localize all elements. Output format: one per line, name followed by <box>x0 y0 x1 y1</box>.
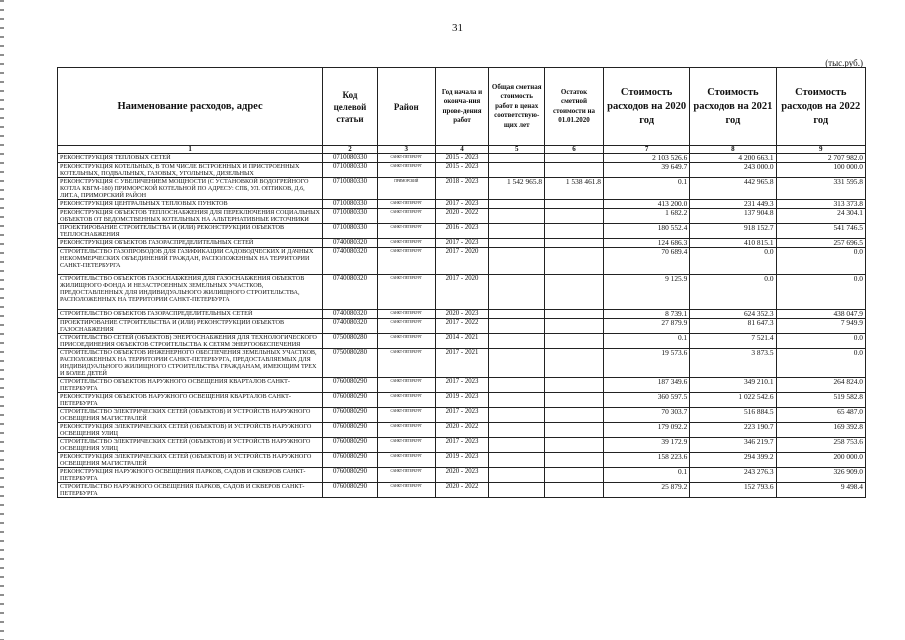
row-cost-2021: 81 647.3 <box>690 319 776 334</box>
row-cost-2020: 27 879.9 <box>604 319 690 334</box>
table-row <box>58 248 866 275</box>
row-name: РЕКОНСТРУКЦИЯ С УВЕЛИЧЕНИЕМ МОЩНОСТИ (С УСТАНОВКОЙ ВОДОГРЕЙНОГО КОТЛА КВГМ-180) ПРИМОРСКОЙ КОТЕЛЬНОЙ ПО АДРЕСУ: СПБ, УЛ. ОПТИКОВ, Д.6, ЛИТ.А, ПРИМОРСКИЙ РАЙОН <box>58 178 323 200</box>
row-years: 2019 - 2023 <box>435 453 489 468</box>
row-cost-2021: 7 521.4 <box>690 334 776 349</box>
row-cost-2020: 70 303.7 <box>604 408 690 423</box>
row-district: САНКТ-ПЕТЕРБУРГ <box>377 349 435 378</box>
row-cost-2022: 100 000.0 <box>776 163 865 178</box>
table-row <box>58 178 866 200</box>
row-total-cost <box>489 378 545 393</box>
row-years: 2017 - 2022 <box>435 319 489 334</box>
row-cost-2021: 918 152.7 <box>690 224 776 239</box>
row-name: РЕКОНСТРУКЦИЯ ЭЛЕКТРИЧЕСКИХ СЕТЕЙ (ОБЪЕКТОВ) И УСТРОЙСТВ НАРУЖНОГО ОСВЕЩЕНИЯ МАГИСТРАЛЕЙ <box>58 453 323 468</box>
row-total-cost <box>489 453 545 468</box>
row-cost-2020: 187 349.6 <box>604 378 690 393</box>
row-years: 2020 - 2022 <box>435 483 489 498</box>
table-row <box>58 224 866 239</box>
row-district: САНКТ-ПЕТЕРБУРГ <box>377 408 435 423</box>
row-code: 0710080330 <box>323 209 378 224</box>
row-name: СТРОИТЕЛЬСТВО ГАЗОПРОВОДОВ ДЛЯ ГАЗИФИКАЦИИ САДОВОДЧЕСКИХ И ДАЧНЫХ НЕКОММЕРЧЕСКИХ ОБЪЕДИНЕНИЙ ГРАЖДАН, РАСПОЛОЖЕННЫХ НА ТЕРРИТОРИИ САНКТ-ПЕТЕРБУРГА <box>58 248 323 275</box>
row-code: 0740080320 <box>323 275 378 310</box>
row-cost-2022: 169 392.8 <box>776 423 865 438</box>
row-cost-2021: 294 399.2 <box>690 453 776 468</box>
row-code: 0760080290 <box>323 438 378 453</box>
row-years: 2015 - 2023 <box>435 163 489 178</box>
row-code: 0710080330 <box>323 163 378 178</box>
column-number: 4 <box>435 146 489 154</box>
table-row <box>58 483 866 498</box>
row-district: САНКТ-ПЕТЕРБУРГ <box>377 468 435 483</box>
row-cost-2022: 519 582.8 <box>776 393 865 408</box>
header-cost-2022: Стоимость расходов на 2022 год <box>776 68 865 146</box>
row-name: ПРОЕКТИРОВАНИЕ СТРОИТЕЛЬСТВА И (ИЛИ) РЕКОНСТРУКЦИИ ОБЪЕКТОВ ТЕПЛОСНАБЖЕНИЯ <box>58 224 323 239</box>
column-number: 1 <box>58 146 323 154</box>
row-total-cost <box>489 310 545 319</box>
row-cost-2022: 258 753.6 <box>776 438 865 453</box>
row-total-cost <box>489 319 545 334</box>
row-district: САНКТ-ПЕТЕРБУРГ <box>377 275 435 310</box>
row-cost-2020: 0.1 <box>604 178 690 200</box>
table-row <box>58 378 866 393</box>
row-total-cost <box>489 349 545 378</box>
row-cost-2022: 331 595.8 <box>776 178 865 200</box>
row-cost-2021: 1 022 542.6 <box>690 393 776 408</box>
row-remainder <box>545 239 604 248</box>
row-years: 2015 - 2023 <box>435 154 489 163</box>
row-name: РЕКОНСТРУКЦИЯ НАРУЖНОГО ОСВЕЩЕНИЯ ПАРКОВ, САДОВ И СКВЕРОВ САНКТ-ПЕТЕРБУРГА <box>58 468 323 483</box>
row-cost-2022: 200 000.0 <box>776 453 865 468</box>
row-years: 2020 - 2023 <box>435 468 489 483</box>
row-total-cost <box>489 209 545 224</box>
row-remainder <box>545 393 604 408</box>
row-code: 0710080330 <box>323 178 378 200</box>
row-years: 2017 - 2020 <box>435 248 489 275</box>
row-cost-2020: 25 879.2 <box>604 483 690 498</box>
row-name: СТРОИТЕЛЬСТВО ЭЛЕКТРИЧЕСКИХ СЕТЕЙ (ОБЪЕКТОВ) И УСТРОЙСТВ НАРУЖНОГО ОСВЕЩЕНИЯ УЛИЦ <box>58 438 323 453</box>
row-cost-2022: 541 746.5 <box>776 224 865 239</box>
row-district: САНКТ-ПЕТЕРБУРГ <box>377 224 435 239</box>
table-row <box>58 468 866 483</box>
row-years: 2016 - 2023 <box>435 224 489 239</box>
row-years: 2017 - 2023 <box>435 438 489 453</box>
row-code: 0750080280 <box>323 349 378 378</box>
row-cost-2022: 0.0 <box>776 349 865 378</box>
row-cost-2020: 0.1 <box>604 334 690 349</box>
row-remainder <box>545 378 604 393</box>
table-row <box>58 408 866 423</box>
row-cost-2021: 4 200 663.1 <box>690 154 776 163</box>
table-row <box>58 453 866 468</box>
row-cost-2020: 360 597.5 <box>604 393 690 408</box>
row-name: СТРОИТЕЛЬСТВО ОБЪЕКТОВ ГАЗОСНАБЖЕНИЯ ДЛЯ ГАЗОСНАБЖЕНИЯ ОБЪЕКТОВ ЖИЛИЩНОГО ФОНДА И НЕЗАСТРОЕННЫХ ЗЕМЕЛЬНЫХ УЧАСТКОВ, ПРЕДОСТАВЛЕННЫХ ДЛЯ ИНДИВИДУАЛЬНОГО ЖИЛИЩНОГО СТРОИТЕЛЬСТВА, РАСПОЛОЖЕННЫХ НА ТЕРРИТОРИИ САНКТ-ПЕТЕРБУРГА <box>58 275 323 310</box>
row-cost-2020: 180 552.4 <box>604 224 690 239</box>
row-cost-2020: 179 092.2 <box>604 423 690 438</box>
row-total-cost <box>489 393 545 408</box>
row-remainder <box>545 468 604 483</box>
row-name: СТРОИТЕЛЬСТВО ЭЛЕКТРИЧЕСКИХ СЕТЕЙ (ОБЪЕКТОВ) И УСТРОЙСТВ НАРУЖНОГО ОСВЕЩЕНИЯ МАГИСТРАЛЕЙ <box>58 408 323 423</box>
row-name: РЕКОНСТРУКЦИЯ ЭЛЕКТРИЧЕСКИХ СЕТЕЙ (ОБЪЕКТОВ) И УСТРОЙСТВ НАРУЖНОГО ОСВЕЩЕНИЯ УЛИЦ <box>58 423 323 438</box>
table-row <box>58 275 866 310</box>
row-remainder <box>545 408 604 423</box>
table-header-row <box>58 68 866 146</box>
table-row <box>58 334 866 349</box>
table-row <box>58 319 866 334</box>
row-cost-2022: 313 373.8 <box>776 200 865 209</box>
row-name: СТРОИТЕЛЬСТВО СЕТЕЙ (ОБЪЕКТОВ) ЭНЕРГОСНАБЖЕНИЯ ДЛЯ ТЕХНОЛОГИЧЕСКОГО ПРИСОЕДИНЕНИЯ ОБЪЕКТОВ СТРОИТЕЛЬСТВА К СЕТЯМ ЭНЕРГООБЕСПЕЧЕНИЯ <box>58 334 323 349</box>
row-total-cost <box>489 163 545 178</box>
row-years: 2020 - 2022 <box>435 423 489 438</box>
row-code: 0710080330 <box>323 200 378 209</box>
row-code: 0710080330 <box>323 224 378 239</box>
row-name: СТРОИТЕЛЬСТВО НАРУЖНОГО ОСВЕЩЕНИЯ ПАРКОВ, САДОВ И СКВЕРОВ САНКТ-ПЕТЕРБУРГА <box>58 483 323 498</box>
row-name: СТРОИТЕЛЬСТВО ОБЪЕКТОВ НАРУЖНОГО ОСВЕЩЕНИЯ КВАРТАЛОВ САНКТ-ПЕТЕРБУРГА <box>58 378 323 393</box>
row-cost-2021: 231 449.3 <box>690 200 776 209</box>
row-district: ПРИМОРСКИЙ <box>377 178 435 200</box>
row-remainder <box>545 200 604 209</box>
row-remainder <box>545 209 604 224</box>
row-code: 0760080290 <box>323 408 378 423</box>
row-remainder <box>545 310 604 319</box>
row-total-cost <box>489 423 545 438</box>
row-total-cost <box>489 408 545 423</box>
row-cost-2022: 65 487.0 <box>776 408 865 423</box>
row-cost-2022: 438 047.9 <box>776 310 865 319</box>
row-district: САНКТ-ПЕТЕРБУРГ <box>377 438 435 453</box>
row-code: 0710080330 <box>323 154 378 163</box>
row-cost-2021: 516 884.5 <box>690 408 776 423</box>
row-total-cost <box>489 438 545 453</box>
row-remainder <box>545 319 604 334</box>
row-name: РЕКОНСТРУКЦИЯ ОБЪЕКТОВ ТЕПЛОСНАБЖЕНИЯ ДЛЯ ПЕРЕКЛЮЧЕНИЯ СОЦИАЛЬНЫХ ОБЪЕКТОВ ОТ ВЕДОМСТВЕННЫХ КОТЕЛЬНЫХ НА АЛЬТЕРНАТИВНЫЕ ИСТОЧНИКИ <box>58 209 323 224</box>
row-remainder <box>545 483 604 498</box>
row-code: 0760080290 <box>323 393 378 408</box>
page-number: 31 <box>452 22 463 34</box>
row-code: 0760080290 <box>323 483 378 498</box>
row-cost-2022: 0.0 <box>776 275 865 310</box>
row-cost-2020: 2 103 526.6 <box>604 154 690 163</box>
row-cost-2021: 0.0 <box>690 275 776 310</box>
row-total-cost: 1 542 965.8 <box>489 178 545 200</box>
row-cost-2021: 223 190.7 <box>690 423 776 438</box>
row-name: РЕКОНСТРУКЦИЯ ТЕПЛОВЫХ СЕТЕЙ <box>58 154 323 163</box>
row-years: 2017 - 2023 <box>435 239 489 248</box>
table-row <box>58 239 866 248</box>
header-remainder: Остаток сметной стоимости на 01.01.2020 <box>545 68 604 146</box>
row-code: 0740080320 <box>323 239 378 248</box>
row-name: СТРОИТЕЛЬСТВО ОБЪЕКТОВ ИНЖЕНЕРНОГО ОБЕСПЕЧЕНИЯ ЗЕМЕЛЬНЫХ УЧАСТКОВ, РАСПОЛОЖЕННЫХ НА ТЕРРИТОРИИ САНКТ-ПЕТЕРБУРГА, ПРЕДОСТАВЛЯЕМЫХ ДЛЯ ИНДИВИДУАЛЬНОГО ЖИЛИЩНОГО СТРОИТЕЛЬСТВА ГРАЖДАНАМ, ИМЕЮЩИМ ТРЕХ И БОЛЕЕ ДЕТЕЙ <box>58 349 323 378</box>
row-name: РЕКОНСТРУКЦИЯ ОБЪЕКТОВ НАРУЖНОГО ОСВЕЩЕНИЯ КВАРТАЛОВ САНКТ-ПЕТЕРБУРГА <box>58 393 323 408</box>
table-row <box>58 310 866 319</box>
budget-table <box>57 67 866 498</box>
row-cost-2020: 9 125.9 <box>604 275 690 310</box>
header-total-cost: Общая сметная стоимость работ в ценах соответствую-щих лет <box>489 68 545 146</box>
row-cost-2020: 39 649.7 <box>604 163 690 178</box>
header-name: Наименование расходов, адрес <box>58 68 323 146</box>
row-years: 2019 - 2023 <box>435 393 489 408</box>
row-district: САНКТ-ПЕТЕРБУРГ <box>377 453 435 468</box>
row-years: 2020 - 2023 <box>435 310 489 319</box>
row-cost-2021: 0.0 <box>690 248 776 275</box>
row-name: СТРОИТЕЛЬСТВО ОБЪЕКТОВ ГАЗОРАСПРЕДЕЛИТЕЛЬНЫХ СЕТЕЙ <box>58 310 323 319</box>
units-label: (тыс.руб.) <box>825 58 863 68</box>
row-years: 2017 - 2023 <box>435 200 489 209</box>
row-district: САНКТ-ПЕТЕРБУРГ <box>377 248 435 275</box>
row-years: 2017 - 2023 <box>435 378 489 393</box>
row-cost-2020: 124 686.3 <box>604 239 690 248</box>
row-cost-2022: 0.0 <box>776 334 865 349</box>
row-total-cost <box>489 239 545 248</box>
row-district: САНКТ-ПЕТЕРБУРГ <box>377 163 435 178</box>
column-number: 7 <box>604 146 690 154</box>
row-total-cost <box>489 248 545 275</box>
row-remainder <box>545 275 604 310</box>
row-remainder <box>545 423 604 438</box>
row-years: 2017 - 2023 <box>435 408 489 423</box>
row-district: САНКТ-ПЕТЕРБУРГ <box>377 154 435 163</box>
header-years: Год начала и оконча-ния прове-дения работ <box>435 68 489 146</box>
column-number: 3 <box>377 146 435 154</box>
table-row <box>58 438 866 453</box>
row-district: САНКТ-ПЕТЕРБУРГ <box>377 310 435 319</box>
row-district: САНКТ-ПЕТЕРБУРГ <box>377 319 435 334</box>
row-years: 2020 - 2022 <box>435 209 489 224</box>
row-district: САНКТ-ПЕТЕРБУРГ <box>377 423 435 438</box>
row-cost-2021: 349 210.1 <box>690 378 776 393</box>
row-remainder <box>545 248 604 275</box>
row-cost-2021: 137 904.8 <box>690 209 776 224</box>
row-cost-2020: 19 573.6 <box>604 349 690 378</box>
column-number-row <box>58 146 866 154</box>
column-number: 2 <box>323 146 378 154</box>
row-district: САНКТ-ПЕТЕРБУРГ <box>377 378 435 393</box>
table-row <box>58 154 866 163</box>
row-cost-2020: 0.1 <box>604 468 690 483</box>
row-remainder <box>545 163 604 178</box>
row-cost-2022: 257 696.5 <box>776 239 865 248</box>
row-cost-2021: 624 352.3 <box>690 310 776 319</box>
row-cost-2022: 0.0 <box>776 248 865 275</box>
row-name: РЕКОНСТРУКЦИЯ ОБЪЕКТОВ ГАЗОРАСПРЕДЕЛИТЕЛЬНЫХ СЕТЕЙ <box>58 239 323 248</box>
row-total-cost <box>489 334 545 349</box>
row-years: 2014 - 2021 <box>435 334 489 349</box>
table-body <box>58 154 866 498</box>
row-code: 0740080320 <box>323 248 378 275</box>
table-row <box>58 349 866 378</box>
row-cost-2021: 152 793.6 <box>690 483 776 498</box>
column-number: 6 <box>545 146 604 154</box>
row-remainder: 1 538 461.8 <box>545 178 604 200</box>
row-cost-2021: 410 815.1 <box>690 239 776 248</box>
row-cost-2021: 346 219.7 <box>690 438 776 453</box>
row-total-cost <box>489 154 545 163</box>
header-district: Район <box>377 68 435 146</box>
row-code: 0750080280 <box>323 334 378 349</box>
row-name: РЕКОНСТРУКЦИЯ ЦЕНТРАЛЬНЫХ ТЕПЛОВЫХ ПУНКТОВ <box>58 200 323 209</box>
row-district: САНКТ-ПЕТЕРБУРГ <box>377 209 435 224</box>
row-cost-2020: 413 200.0 <box>604 200 690 209</box>
row-cost-2021: 442 965.8 <box>690 178 776 200</box>
row-cost-2020: 39 172.9 <box>604 438 690 453</box>
row-name: РЕКОНСТРУКЦИЯ КОТЕЛЬНЫХ, В ТОМ ЧИСЛЕ ВСТРОЕННЫХ И ПРИСТРОЕННЫХ КОТЕЛЬНЫХ, ПОДВАЛЬНЫХ, ГАЗОВЫХ, УГОЛЬНЫХ, ДИЗЕЛЬНЫХ <box>58 163 323 178</box>
row-code: 0760080290 <box>323 453 378 468</box>
row-remainder <box>545 438 604 453</box>
row-district: САНКТ-ПЕТЕРБУРГ <box>377 239 435 248</box>
row-cost-2020: 8 739.1 <box>604 310 690 319</box>
row-cost-2022: 9 498.4 <box>776 483 865 498</box>
table-row <box>58 423 866 438</box>
row-district: САНКТ-ПЕТЕРБУРГ <box>377 393 435 408</box>
row-remainder <box>545 453 604 468</box>
scan-binding-edge <box>0 0 4 640</box>
row-cost-2022: 24 304.1 <box>776 209 865 224</box>
row-cost-2020: 1 682.2 <box>604 209 690 224</box>
header-cost-2020: Стоимость расходов на 2020 год <box>604 68 690 146</box>
header-code: Код целевой статьи <box>323 68 378 146</box>
row-cost-2022: 2 707 982.0 <box>776 154 865 163</box>
row-cost-2020: 70 689.4 <box>604 248 690 275</box>
row-remainder <box>545 349 604 378</box>
row-cost-2021: 243 276.3 <box>690 468 776 483</box>
row-code: 0760080290 <box>323 423 378 438</box>
row-cost-2022: 7 949.9 <box>776 319 865 334</box>
row-years: 2018 - 2023 <box>435 178 489 200</box>
row-cost-2021: 243 000.0 <box>690 163 776 178</box>
row-district: САНКТ-ПЕТЕРБУРГ <box>377 334 435 349</box>
table-row <box>58 200 866 209</box>
header-cost-2021: Стоимость расходов на 2021 год <box>690 68 776 146</box>
row-total-cost <box>489 200 545 209</box>
row-cost-2021: 3 873.5 <box>690 349 776 378</box>
row-total-cost <box>489 224 545 239</box>
table-row <box>58 163 866 178</box>
row-years: 2017 - 2021 <box>435 349 489 378</box>
row-district: САНКТ-ПЕТЕРБУРГ <box>377 200 435 209</box>
row-district: САНКТ-ПЕТЕРБУРГ <box>377 483 435 498</box>
row-code: 0760080290 <box>323 378 378 393</box>
row-cost-2020: 158 223.6 <box>604 453 690 468</box>
row-remainder <box>545 334 604 349</box>
column-number: 9 <box>776 146 865 154</box>
row-remainder <box>545 154 604 163</box>
row-cost-2022: 264 824.0 <box>776 378 865 393</box>
table-row <box>58 209 866 224</box>
row-code: 0740080320 <box>323 310 378 319</box>
row-code: 0740080320 <box>323 319 378 334</box>
row-name: ПРОЕКТИРОВАНИЕ СТРОИТЕЛЬСТВА И (ИЛИ) РЕКОНСТРУКЦИИ ОБЪЕКТОВ ГАЗОСНАБЖЕНИЯ <box>58 319 323 334</box>
row-total-cost <box>489 468 545 483</box>
column-number: 5 <box>489 146 545 154</box>
row-total-cost <box>489 275 545 310</box>
row-total-cost <box>489 483 545 498</box>
row-years: 2017 - 2020 <box>435 275 489 310</box>
column-number: 8 <box>690 146 776 154</box>
row-cost-2022: 326 909.0 <box>776 468 865 483</box>
row-code: 0760080290 <box>323 468 378 483</box>
row-remainder <box>545 224 604 239</box>
table-row <box>58 393 866 408</box>
